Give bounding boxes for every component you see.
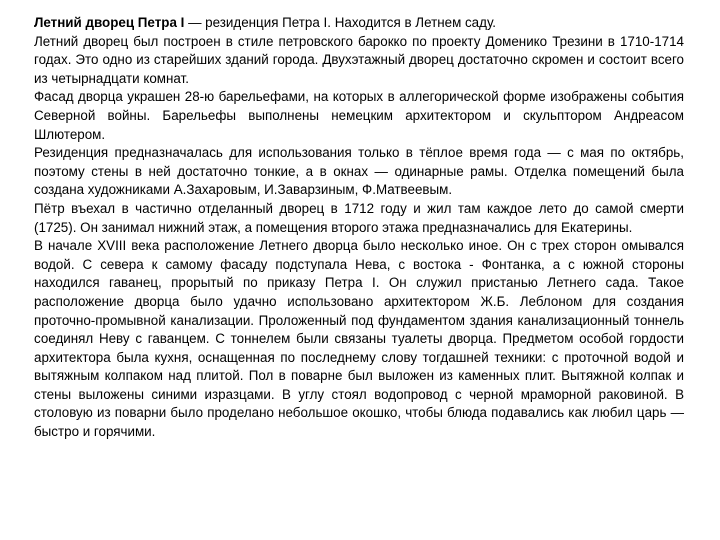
title-bold: Летний дворец Петра I — [34, 15, 185, 30]
title-line — [34, 14, 684, 33]
title-rest: — резиденция Петра I. Находится в Летнем саду. — [184, 15, 497, 30]
paragraph: Фасад дворца украшен 28-ю барельефами, на которых в аллегорической форме изображены события Северной войны. Барельефы выполнены немецким архитектором и скульптором Андреасом Шлютером. — [34, 89, 684, 142]
paragraph: Пётр въехал в частично отделанный дворец в 1712 году и жил там каждое лето до самой смерти (1725). Он занимал нижний этаж, а помещения второго этажа предназначались для Екатерины. — [34, 200, 684, 235]
paragraph: Резиденция предназначалась для использования только в тёплое время года — с мая по октябрь, поэтому стены в ней достаточно тонкие, а в окнах — одинарные рамы. Отделка помещений была создана художниками А.Захаровым, И.Заварзиным, Ф.Матвеевым. — [34, 145, 684, 198]
document-body — [34, 14, 684, 442]
paragraph: В начале XVIII века расположение Летнего дворца было несколько иное. Он с трех сторон омывался водой. С севера к самому фасаду подступала Нева, с востока - Фонтанка, а с южной стороны находился гаванец, прорытый по приказу Петра I. Он служил пристанью Летнего сада. Такое расположение дворца было удачно использовано архитектором Ж.Б. Леблоном для создания проточно-промывной канализации. Проложенный под фундаментом здания канализационный тоннель соединял Неву с гаванцем. С тоннелем были связаны туалеты дворца. Предметом особой гордости архитектора была кухня, оснащенная по последнему слову тогдашней техники: с проточной водой и вытяжным колпаком над плитой. Пол в поварне был выложен из каменных плит. Вытяжной колпак и стены выложены синими изразцами. В углу стоял водопровод с черной мраморной раковиной. В столовую из поварни было проделано небольшое окошко, чтобы блюда подавались как любил царь — быстро и горячими. — [34, 238, 684, 440]
paragraph: Летний дворец был построен в стиле петровского барокко по проекту Доменико Трезини в 1710-1714 годах. Это одно из старейших зданий города. Двухэтажный дворец достаточно скромен и состоит всего из четырнадцати комнат. — [34, 33, 684, 86]
